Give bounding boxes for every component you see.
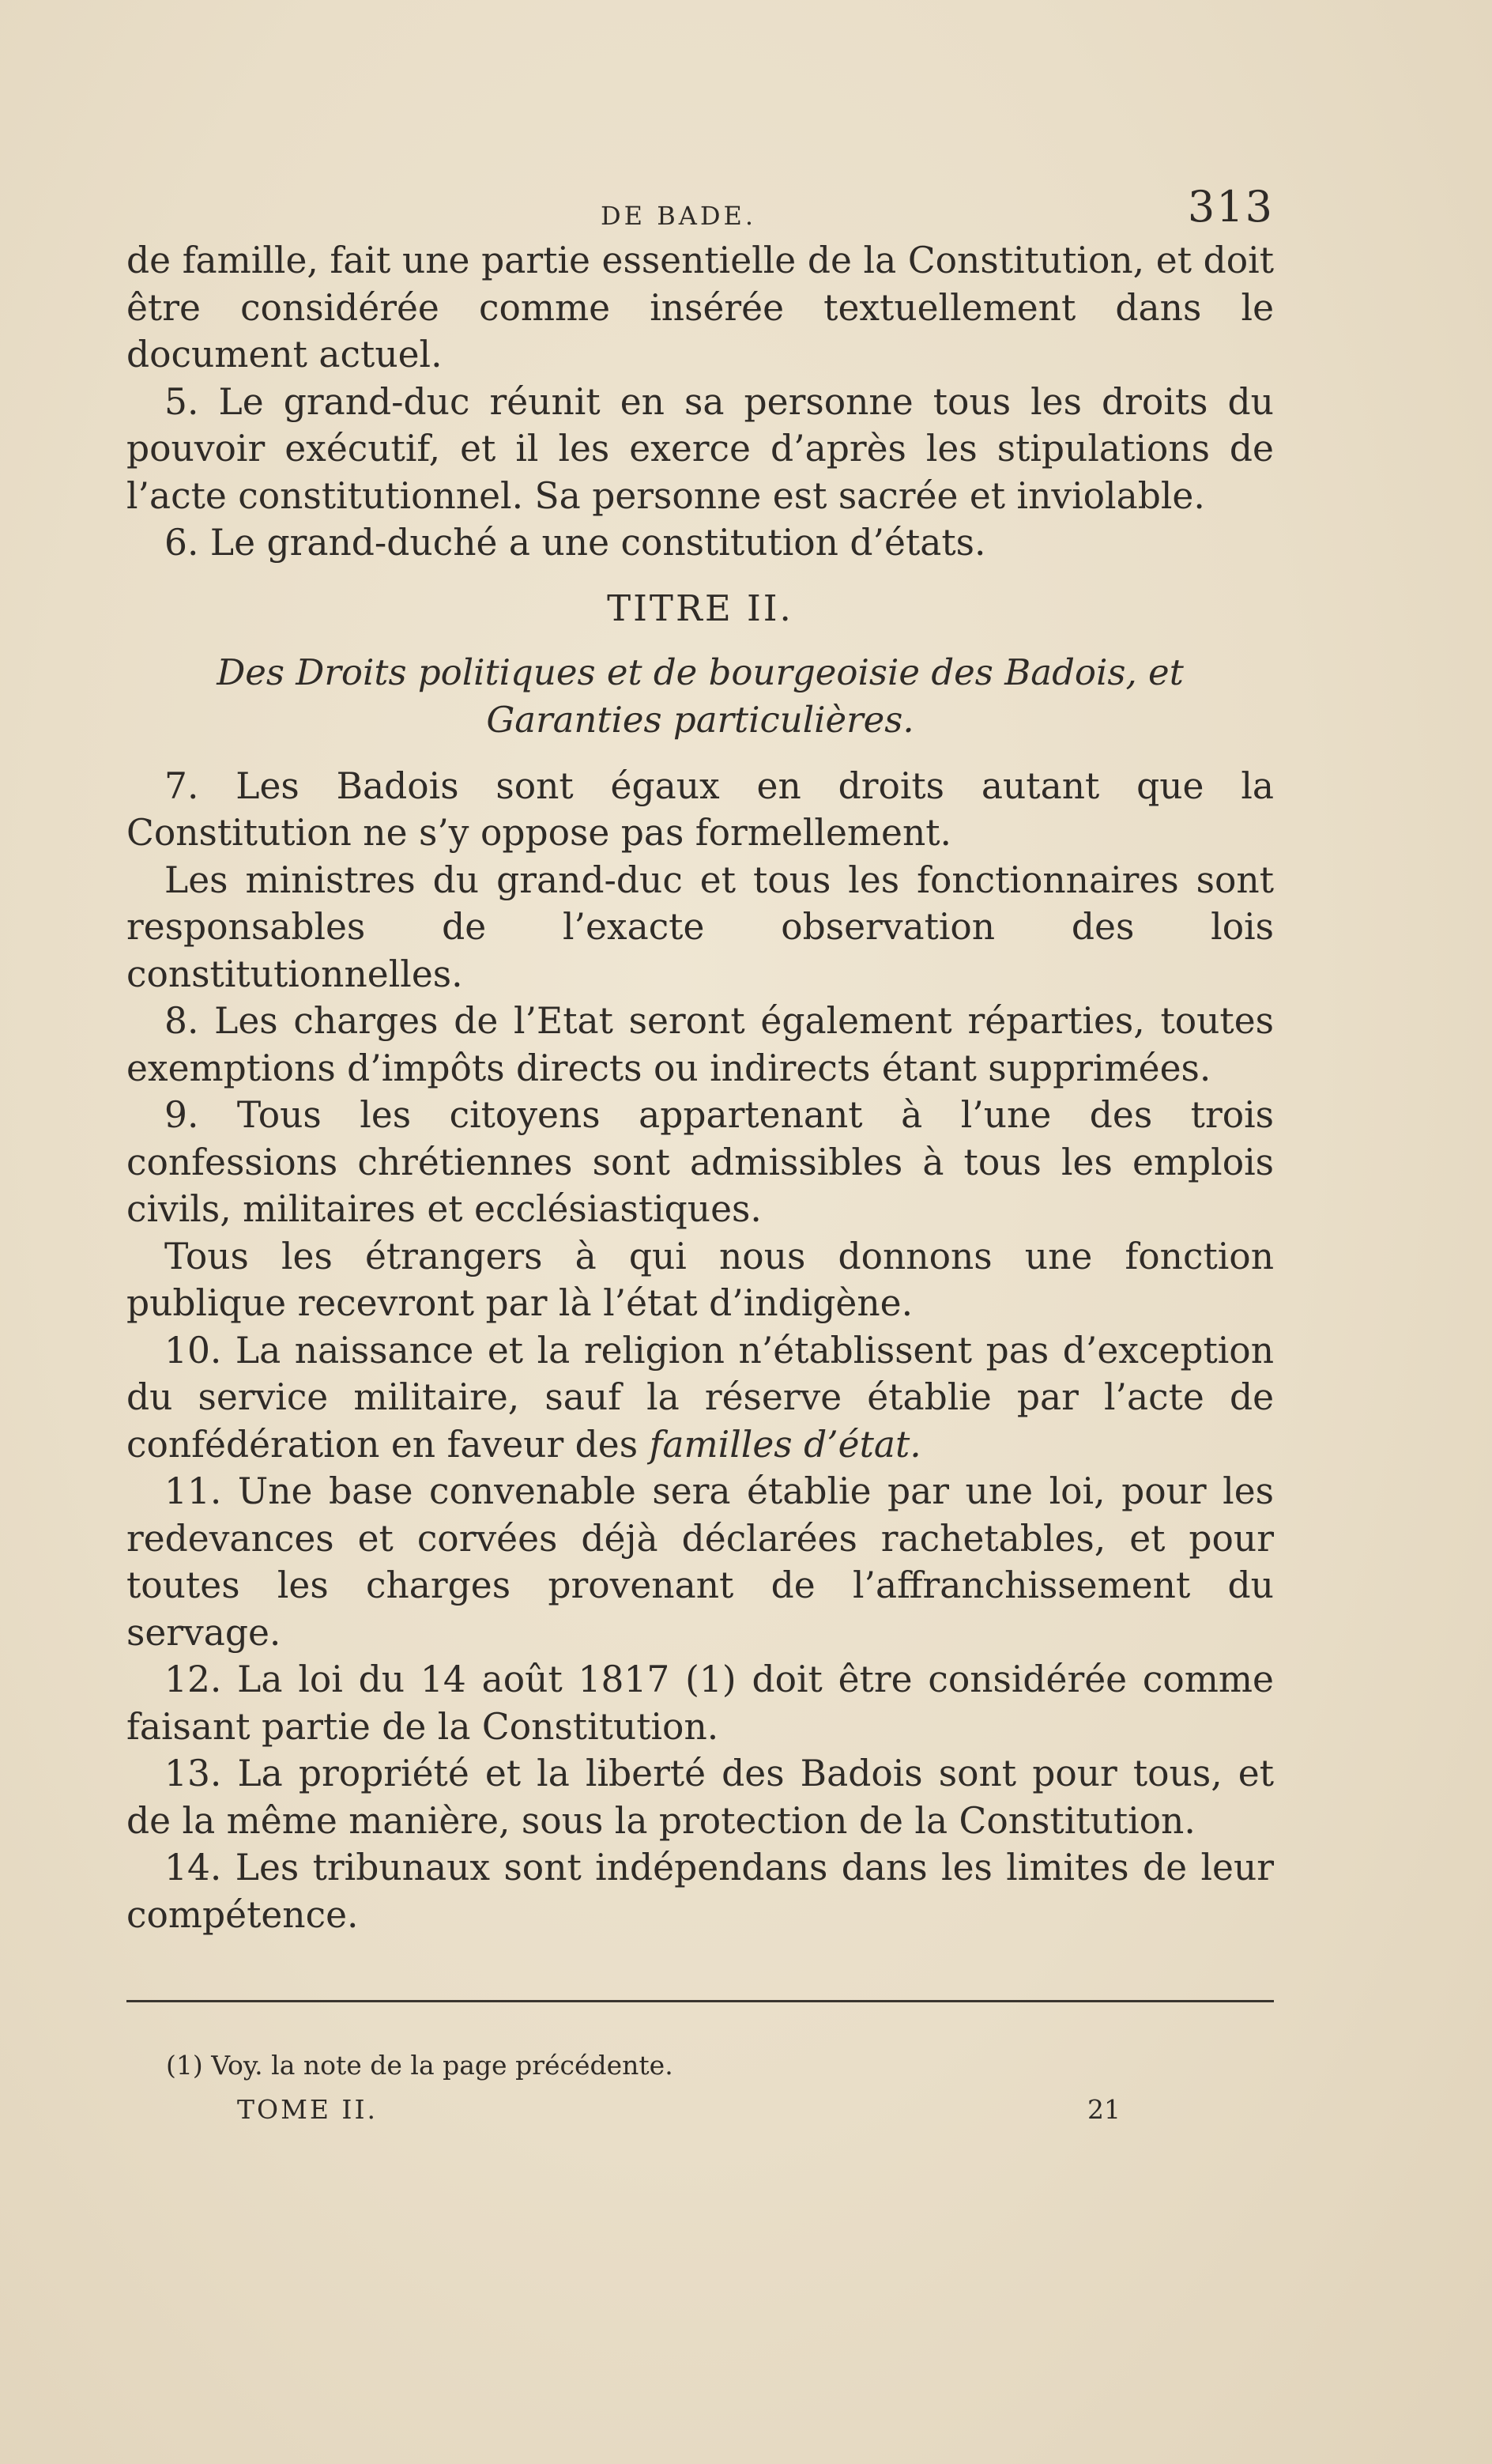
page-number: 313 (1187, 182, 1274, 232)
article-12: 12. La loi du 14 août 1817 (1) doit être considérée comme faisant partie de la Constitution. (126, 1658, 1274, 1748)
article-5: 5. Le grand-duc réunit en sa personne tous les droits du pouvoir exécutif, et il les exerce d’après les stipulations de l’acte constitutionnel. Sa personne est sacrée et inviolable. (126, 380, 1274, 517)
section-heading (126, 584, 1274, 744)
running-head (126, 175, 1274, 237)
body-text (126, 237, 1274, 1938)
article-11: 11. Une base convenable sera établie par une loi, pour les redevances et corvées déjà déclarées rachetables, et pour toutes les charges provenant de l’affranchissement du servage. (126, 1470, 1274, 1654)
footnote-rule (126, 2000, 1274, 2002)
article-6: 6. Le grand-duché a une constitution d’états. (164, 522, 986, 564)
article-14: 14. Les tribunaux sont indépendans dans les limites de leur compétence. (126, 1847, 1274, 1936)
article-13: 13. La propriété et la liberté des Badois sont pour tous, et de la même manière, sous la protection de la Constitution. (126, 1753, 1274, 1842)
signature-line (126, 2089, 1274, 2137)
article-10-text: 10. La naissance et la religion n’établissent pas d’exception du service militaire, sauf la réserve établie par l’acte de confédération en faveur des (126, 1329, 1274, 1466)
article-9: 9. Tous les citoyens appartenant à l’une des trois confessions chrétiennes sont admissibles à tous les emplois civils, militaires et ecclésiastiques. (126, 1094, 1274, 1230)
footnote: (1) Voy. la note de la page précédente. (166, 2050, 673, 2081)
tome-label: TOME II. (237, 2094, 378, 2125)
article-10 (126, 1327, 1274, 1469)
book-page (126, 175, 1274, 2137)
titre-subtitle: Des Droits politiques et de bourgeoisie des Badois, et Garanties particulières. (217, 651, 1184, 741)
running-title: DE BADE. (601, 201, 756, 231)
article-8: 8. Les charges de l’Etat seront également réparties, toutes exemptions d’impôts directs ou indirects étant supprimées. (126, 1000, 1274, 1089)
article-7-paragraph-2: Les ministres du grand-duc et tous les fonctionnaires sont responsables de l’exacte observation des lois constitutionnelles. (126, 858, 1274, 995)
signature-number: 21 (1087, 2094, 1121, 2125)
article-9-paragraph-2: Tous les étrangers à qui nous donnons une fonction publique recevront par là l’état d’indigène. (126, 1235, 1274, 1324)
paragraph-continuation: de famille, fait une partie essentielle de la Constitution, et doit être considérée comme insérée textuellement dans le document actuel. (126, 240, 1274, 375)
article-7: 7. Les Badois sont égaux en droits autant que la Constitution ne s’y oppose pas formellement. (126, 764, 1274, 854)
titre-heading: TITRE II. (607, 587, 793, 629)
article-10-italic: familles d’état. (649, 1423, 921, 1466)
